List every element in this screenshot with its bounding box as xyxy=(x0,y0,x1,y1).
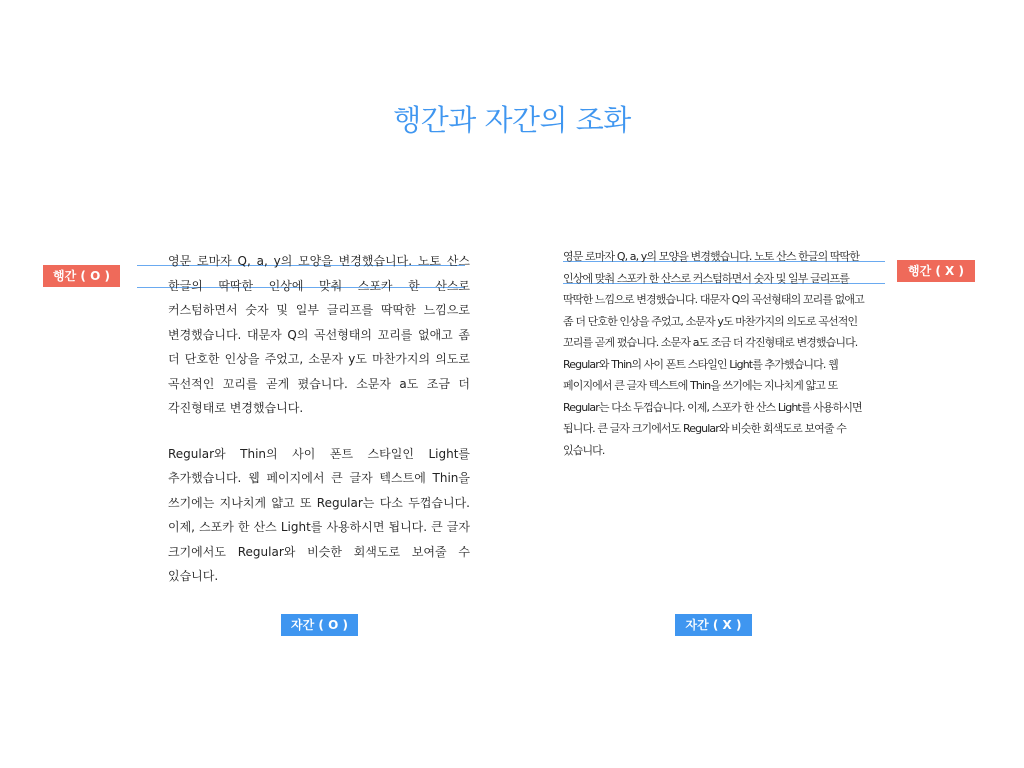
left-text-column xyxy=(168,249,470,610)
leading-on-badge: 행간 ( O ) xyxy=(43,265,120,287)
right-paragraph-2: Regular와 Thin의 사이 폰트 스타일인 Light를 추가했습니다. 웹 페이지에서 큰 글자 텍스트에 Thin을 쓰기에는 지나치게 얇고 또 Regular는 다소 두껍습니다. 이제, 스포카 한 산스 Light를 사용하시면 됩니다. 큰 글자 크기에서도 Regular와 비슷한 회색도로 보여줄 수 있습니다. xyxy=(563,357,862,457)
left-paragraph-1: 영문 로마자 Q, a, y의 모양을 변경했습니다. 노토 산스 한글의 딱딱한 인상에 맞춰 스포카 한 산스로 커스텀하면서 숫자 및 일부 글리프를 딱딱한 느낌으로 변경했습니다. 대문자 Q의 곡선형태의 꼬리를 없애고 좀 더 단호한 인상을 주었고, 소문자 y도 마찬가지의 의도로 곡선적인 꼬리를 곧게 폈습니다. 소문자 a도 조금 더 각진형태로 변경했습니다. xyxy=(168,254,470,415)
tracking-off-badge: 자간 ( X ) xyxy=(675,614,752,636)
left-paragraph-2: Regular와 Thin의 사이 폰트 스타일인 Light를 추가했습니다. 웹 페이지에서 큰 글자 텍스트에 Thin을 쓰기에는 지나치게 얇고 또 Regular는 다소 두껍습니다. 이제, 스포카 한 산스 Light를 사용하시면 됩니다. 큰 글자 크기에서도 Regular와 비슷한 회색도로 보여줄 수 있습니다. xyxy=(168,446,470,583)
page-title: 행간과 자간의 조화 xyxy=(393,103,631,137)
right-text-column xyxy=(563,246,865,461)
tracking-on-badge: 자간 ( O ) xyxy=(281,614,358,636)
leading-off-badge: 행간 ( X ) xyxy=(897,260,975,282)
right-paragraph-1: 영문 로마자 Q, a, y의 모양을 변경했습니다. 노토 산스 한글의 딱딱한 인상에 맞춰 스포카 한 산스로 커스텀하면서 숫자 및 일부 글리프를 딱딱한 느낌으로 변경했습니다. 대문자 Q의 곡선형태의 꼬리를 없애고 좀 더 단호한 인상을 주었고, 소문자 y도 마찬가지의 의도로 곡선적인 꼬리를 곧게 폈습니다. 소문자 a도 조금 더 각진형태로 변경했습니다. xyxy=(563,250,864,349)
